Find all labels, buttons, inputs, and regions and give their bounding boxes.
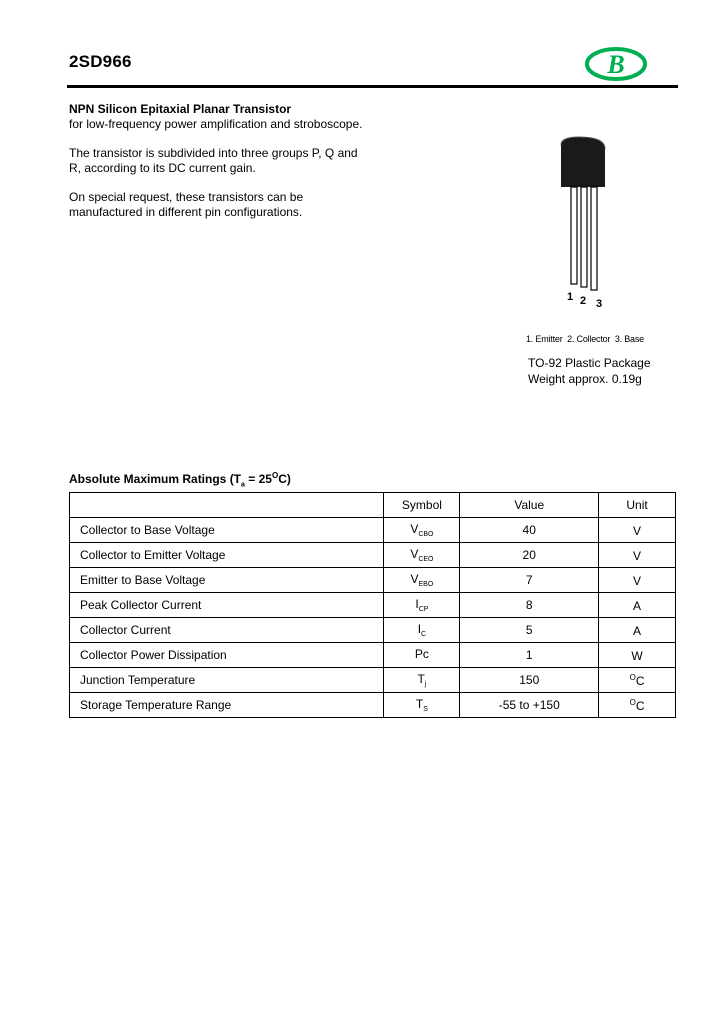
- header-value: Value: [460, 493, 599, 518]
- param-cell: Collector to Base Voltage: [70, 518, 384, 543]
- symbol-cell: $V_{CEO}$: [384, 543, 460, 568]
- table-row: [70, 593, 676, 618]
- intro-para-3: On special request, these transistors can be manufactured in different pin configurations.: [69, 190, 304, 219]
- package-info: [528, 355, 651, 387]
- unit-cell: V: [599, 568, 676, 593]
- symbol-cell: $I_C$: [384, 618, 460, 643]
- intro-line-1: for low-frequency power amplification and stroboscope.: [69, 117, 363, 131]
- pin-legend: 1. Emitter 2. Collector 3. Base: [526, 334, 644, 344]
- symbol-cell: $V_{CBO}$: [384, 518, 460, 543]
- unit-cell: A: [599, 593, 676, 618]
- pin-2-label: 2: [580, 295, 587, 307]
- company-logo: [584, 46, 648, 82]
- unit-cell: V: [599, 543, 676, 568]
- table-row: [70, 668, 676, 693]
- value-cell: 5: [460, 618, 599, 643]
- header-unit: Unit: [599, 493, 676, 518]
- value-cell: 1: [460, 643, 599, 668]
- param-cell: Collector Current: [70, 618, 384, 643]
- table-row: [70, 518, 676, 543]
- ratings-table: [69, 492, 676, 718]
- table-row: [70, 568, 676, 593]
- param-cell: Collector to Emitter Voltage: [70, 543, 384, 568]
- value-cell: 20: [460, 543, 599, 568]
- intro-para-2: The transistor is subdivided into three groups P, Q and R, according to its DC current gain.: [69, 146, 358, 175]
- param-cell: Junction Temperature: [70, 668, 384, 693]
- package-name: TO-92 Plastic Package: [528, 356, 651, 370]
- header-rule: [67, 85, 678, 88]
- logo-letter: B: [607, 50, 625, 79]
- symbol-cell: $I_{CP}$: [384, 593, 460, 618]
- param-cell: Collector Power Dissipation: [70, 643, 384, 668]
- param-cell: Storage Temperature Range: [70, 693, 384, 718]
- unit-cell: W: [599, 643, 676, 668]
- package-weight: Weight approx. 0.19g: [528, 372, 642, 386]
- unit-cell: $^O$C: [599, 668, 676, 693]
- to92-package-drawing: [553, 135, 617, 315]
- unit-cell: V: [599, 518, 676, 543]
- value-cell: 40: [460, 518, 599, 543]
- header-symbol: Symbol: [384, 493, 460, 518]
- header-param: [70, 493, 384, 518]
- param-cell: Emitter to Base Voltage: [70, 568, 384, 593]
- symbol-cell: $T_S$: [384, 693, 460, 718]
- symbol-cell: Pc: [384, 643, 460, 668]
- value-cell: 7: [460, 568, 599, 593]
- unit-cell: $^O$C: [599, 693, 676, 718]
- table-row: [70, 618, 676, 643]
- pin-1-label: 1: [567, 291, 574, 303]
- value-cell: -55 to +150: [460, 693, 599, 718]
- pin-3-label: 3: [596, 298, 603, 310]
- part-number: 2SD966: [69, 52, 132, 71]
- intro-para-1: [69, 102, 369, 132]
- symbol-cell: $T_j$: [384, 668, 460, 693]
- unit-cell: A: [599, 618, 676, 643]
- table-row: [70, 643, 676, 668]
- table-row: [70, 693, 676, 718]
- description: [69, 102, 369, 234]
- param-cell: Peak Collector Current: [70, 593, 384, 618]
- value-cell: 150: [460, 668, 599, 693]
- table-header-row: [70, 493, 676, 518]
- table-row: [70, 543, 676, 568]
- intro-title: NPN Silicon Epitaxial Planar Transistor: [69, 102, 292, 116]
- symbol-cell: $V_{EBO}$: [384, 568, 460, 593]
- value-cell: 8: [460, 593, 599, 618]
- ratings-title: Absolute Maximum Ratings $(T_a = 25^OC)$: [69, 471, 291, 489]
